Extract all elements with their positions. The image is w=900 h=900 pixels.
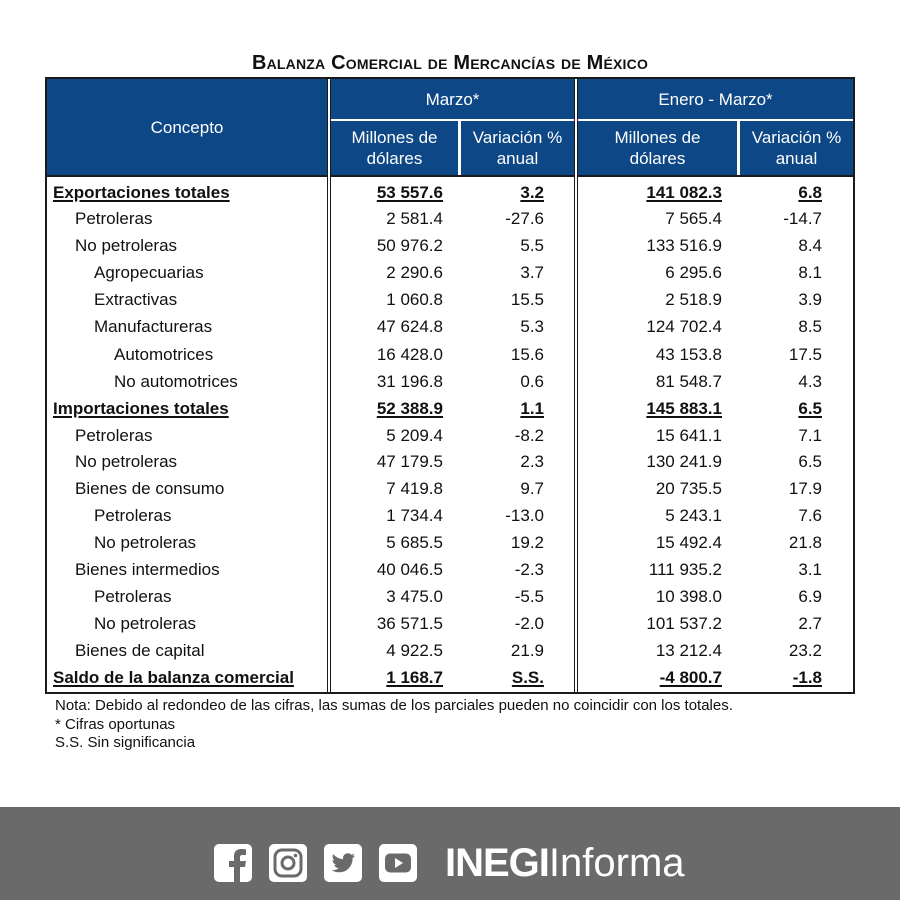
cell-marzo-variacion: 2.3 [520,452,544,471]
row-label: Extractivas [94,290,178,309]
youtube-icon[interactable] [379,844,417,882]
cell-enero-marzo-millones: 5 243.1 [665,506,722,525]
cell-marzo-variacion: -5.5 [514,587,544,606]
row-label: No petroleras [94,614,197,633]
cell-marzo-millones: 1 734.4 [386,506,443,525]
cell-marzo-millones: 7 419.8 [386,479,443,498]
row-label: No petroleras [94,533,197,552]
header-millones-1: Millones de dólares [331,121,458,175]
row-label: No petroleras [75,236,178,255]
cell-marzo-millones: 16 428.0 [376,345,443,364]
cell-marzo-variacion: 5.5 [520,236,544,255]
cell-marzo-millones: 40 046.5 [376,560,443,579]
note-ss: S.S. Sin significancia [55,734,196,751]
cell-marzo-variacion: S.S. [511,668,544,687]
cell-enero-marzo-millones: 43 153.8 [655,345,722,364]
header-concepto: Concepto [47,79,327,175]
inegi-informa-logo [445,840,685,886]
footer-bar [0,807,900,900]
cell-marzo-variacion: 1.1 [520,399,544,418]
cell-enero-marzo-millones: 130 241.9 [646,452,722,471]
cell-marzo-millones: 3 475.0 [386,587,443,606]
cell-marzo-millones: 2 581.4 [386,209,443,228]
table-row [47,342,853,368]
table-row [47,423,853,449]
cell-marzo-millones: 5 685.5 [386,533,443,552]
row-label: Exportaciones totales [53,183,230,202]
table-row [47,584,853,610]
table-row [47,206,853,232]
cell-enero-marzo-variacion: 6.8 [798,183,822,202]
cell-marzo-millones: 1 060.8 [386,290,443,309]
cell-marzo-variacion: 9.7 [520,479,544,498]
cell-enero-marzo-millones: 141 082.3 [646,183,722,202]
cell-enero-marzo-millones: 10 398.0 [655,587,722,606]
cell-marzo-variacion: 19.2 [510,533,544,552]
cell-marzo-millones: 50 976.2 [376,236,443,255]
table-row [47,180,853,206]
row-label: No automotrices [114,372,238,391]
cell-enero-marzo-variacion: -14.7 [783,209,822,228]
cell-enero-marzo-variacion: 21.8 [788,533,822,552]
brand-informa: Informa [548,841,685,885]
header-period-enero-marzo: Enero - Marzo* [578,79,853,119]
cell-enero-marzo-variacion: 3.1 [798,560,822,579]
row-label: Petroleras [94,506,172,525]
row-label: Saldo de la balanza comercial [53,668,294,687]
cell-enero-marzo-millones: 15 641.1 [655,426,722,445]
table-row [47,557,853,583]
cell-enero-marzo-variacion: 23.2 [788,641,822,660]
cell-enero-marzo-millones: 145 883.1 [646,399,722,418]
cell-marzo-variacion: 3.2 [520,183,544,202]
cell-marzo-millones: 52 388.9 [376,399,443,418]
table-row [47,314,853,340]
facebook-icon[interactable] [214,844,252,882]
row-label: Manufactureras [94,317,213,336]
row-label: Agropecuarias [94,263,204,282]
header-variacion-1: Variación % anual [461,121,574,175]
cell-marzo-variacion: 15.6 [510,345,544,364]
cell-enero-marzo-millones: 15 492.4 [655,533,722,552]
cell-marzo-variacion: -8.2 [514,426,544,445]
header-period-marzo: Marzo* [331,79,574,119]
cell-enero-marzo-variacion: 6.5 [798,452,822,471]
cell-marzo-millones: 53 557.6 [376,183,443,202]
row-label: Bienes de capital [75,641,205,660]
note-cifras: * Cifras oportunas [55,715,176,733]
table-row [47,530,853,556]
table-row [47,233,853,259]
cell-marzo-variacion: -2.0 [514,614,544,633]
cell-enero-marzo-variacion: 6.9 [798,587,822,606]
trade-balance-table [45,77,855,694]
header-variacion-2: Variación % anual [740,121,853,175]
cell-enero-marzo-variacion: 7.1 [798,426,822,445]
cell-enero-marzo-variacion: 8.1 [798,263,822,282]
cell-marzo-millones: 47 624.8 [376,317,443,336]
cell-enero-marzo-variacion: 8.5 [798,317,822,336]
table-row [47,611,853,637]
cell-enero-marzo-millones: 20 735.5 [655,479,722,498]
row-label: Importaciones totales [53,399,229,418]
cell-enero-marzo-variacion: 2.7 [798,614,822,633]
row-label: Automotrices [114,345,214,364]
cell-enero-marzo-variacion: 17.5 [788,345,822,364]
cell-enero-marzo-millones: -4 800.7 [659,668,722,687]
table-row [47,260,853,286]
brand-inegi: INEGI [445,841,549,885]
cell-enero-marzo-millones: 111 935.2 [648,560,722,579]
instagram-icon[interactable] [269,844,307,882]
note-rounding: Nota: Debido al redondeo de las cifras, las sumas de los parciales pueden no coincidir con los totales. [55,697,733,714]
cell-enero-marzo-millones: 7 565.4 [665,209,722,228]
cell-marzo-variacion: 21.9 [510,641,544,660]
cell-enero-marzo-millones: 124 702.4 [646,317,722,336]
cell-enero-marzo-millones: 133 516.9 [646,236,722,255]
row-label: Petroleras [75,209,153,228]
cell-enero-marzo-variacion: 3.9 [798,290,822,309]
cell-marzo-millones: 31 196.8 [376,372,443,391]
row-label: Petroleras [94,587,172,606]
cell-marzo-variacion: -27.6 [505,209,544,228]
page-title: Balanza Comercial de Mercancías de México [251,52,649,74]
header-millones-2: Millones de dólares [578,121,737,175]
cell-marzo-millones: 5 209.4 [386,426,443,445]
row-label: No petroleras [75,452,178,471]
cell-enero-marzo-variacion: 7.6 [798,506,822,525]
cell-enero-marzo-millones: 101 537.2 [646,614,722,633]
cell-enero-marzo-variacion: 8.4 [798,236,822,255]
cell-enero-marzo-variacion: -1.8 [792,668,822,687]
cell-marzo-variacion: 0.6 [520,372,544,391]
table-body [47,180,853,692]
table-row [47,665,853,691]
table-row [47,476,853,502]
row-label: Bienes intermedios [75,560,220,579]
table-row [47,396,853,422]
cell-enero-marzo-millones: 13 212.4 [655,641,722,660]
cell-enero-marzo-millones: 2 518.9 [665,290,722,309]
table-row [47,503,853,529]
cell-marzo-variacion: 15.5 [510,290,544,309]
cell-enero-marzo-variacion: 17.9 [788,479,822,498]
row-label: Bienes de consumo [75,479,225,498]
notes [55,697,733,753]
cell-marzo-variacion: -2.3 [514,560,544,579]
table-row [47,638,853,664]
twitter-icon[interactable] [324,844,362,882]
cell-enero-marzo-millones: 6 295.6 [665,263,722,282]
cell-marzo-millones: 36 571.5 [376,614,443,633]
row-label: Petroleras [75,426,153,445]
cell-marzo-millones: 2 290.6 [386,263,443,282]
header-divider [47,175,853,177]
cell-enero-marzo-millones: 81 548.7 [655,372,722,391]
table-row [47,287,853,313]
table-row [47,369,853,395]
cell-marzo-variacion: -13.0 [505,506,544,525]
cell-marzo-millones: 4 922.5 [386,641,443,660]
cell-enero-marzo-variacion: 4.3 [798,372,822,391]
cell-marzo-millones: 47 179.5 [376,452,443,471]
cell-marzo-variacion: 5.3 [520,317,544,336]
cell-enero-marzo-variacion: 6.5 [798,399,822,418]
table-row [47,449,853,475]
cell-marzo-millones: 1 168.7 [386,668,443,687]
cell-marzo-variacion: 3.7 [520,263,544,282]
